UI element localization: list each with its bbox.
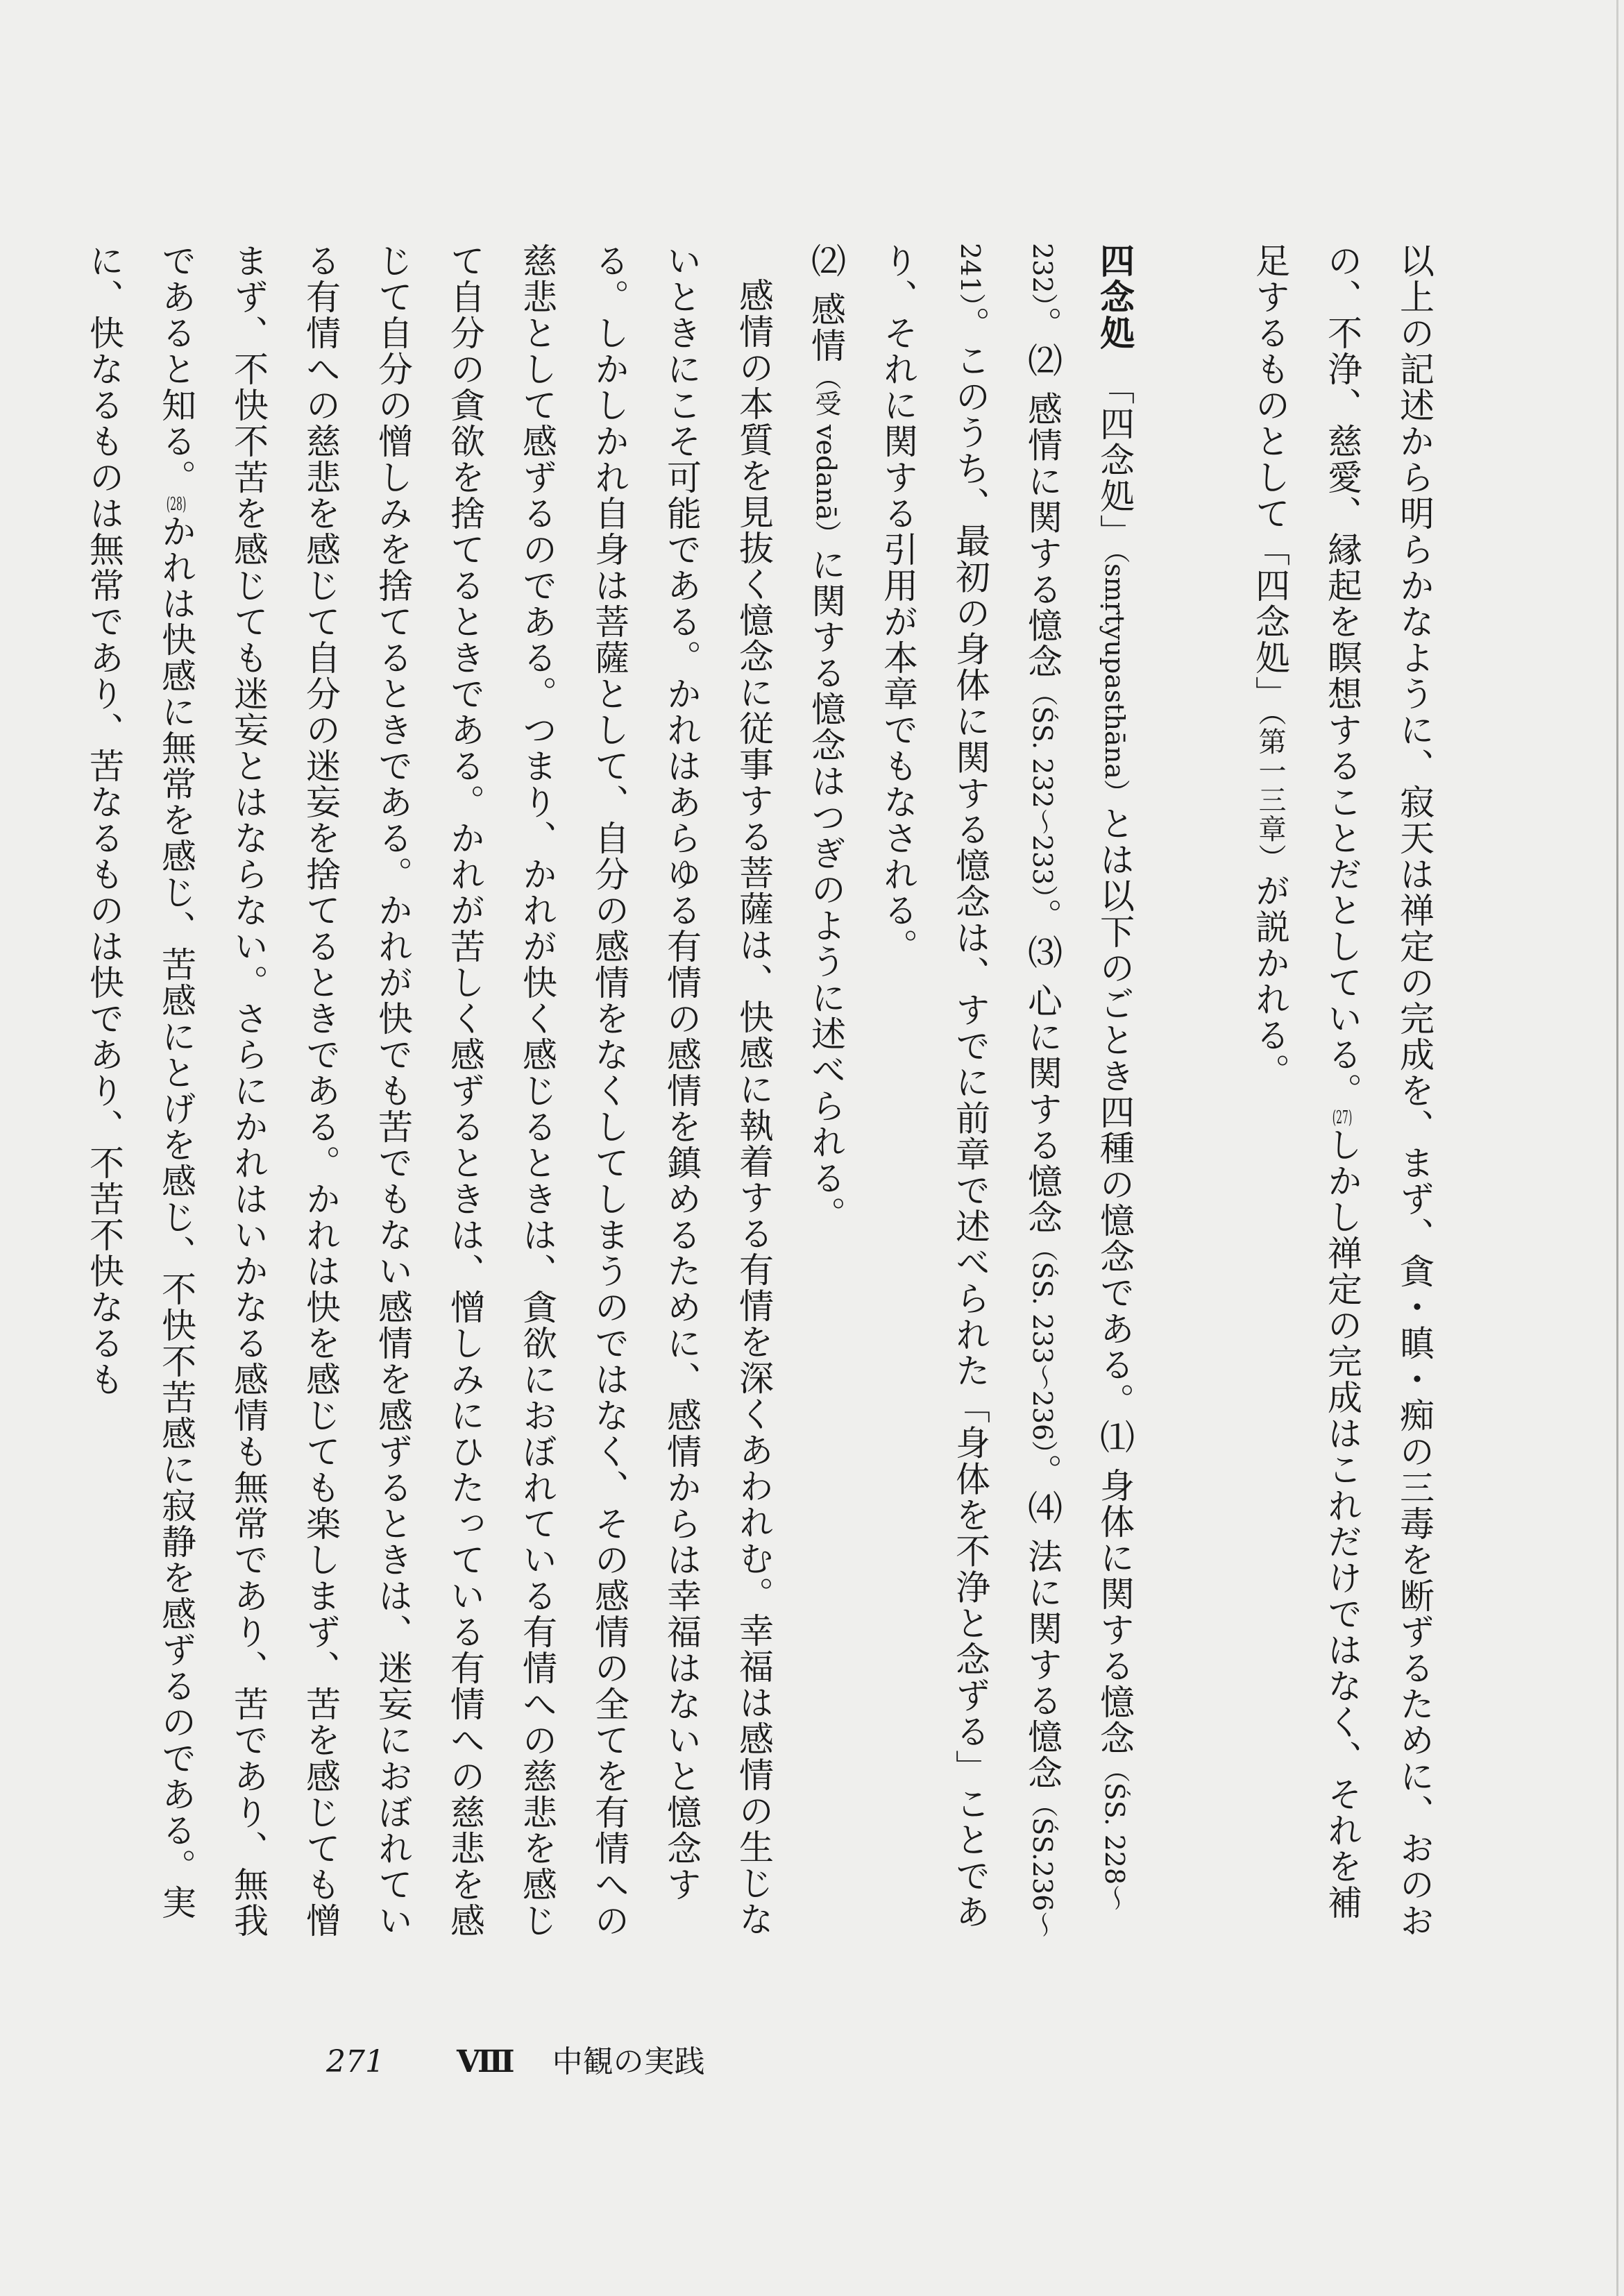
paragraph bbox=[790, 243, 862, 1950]
paragraph bbox=[1234, 243, 1450, 1950]
text-run: ⑵ 感情 bbox=[806, 243, 846, 364]
text-run: かれは快感に無常を感じ、苦感にとげを感じ、不快不苦感に寂静を感ずるのである。実に、快なるものは無常であり、苦なるものは快であり、不苦不快なるも bbox=[84, 243, 196, 1921]
text-run: に関する憶念はつぎのように述べられる。 bbox=[806, 547, 846, 1233]
section-heading: 四念処 bbox=[1094, 243, 1135, 351]
text-run: 「四念処」 bbox=[1094, 387, 1135, 550]
scan-edge-line bbox=[1616, 0, 1618, 2296]
text-run: が説かれる。 bbox=[1250, 873, 1290, 1089]
text-run: （第一三章） bbox=[1254, 712, 1286, 873]
text-run: 。⑶ 心に関する憶念 bbox=[1022, 898, 1063, 1236]
text-run: （ŚS. 228～232） bbox=[1027, 243, 1130, 1912]
text-run: （受 vedanā） bbox=[811, 363, 841, 547]
text-run: 以上の記述から明らかなように、寂天は禅定の完成を、まず、貪・瞋・痴の三毒を断ずるために、おのおの、不浄、慈愛、縁起を瞑想することだとしている。 bbox=[1322, 243, 1435, 1939]
text-run: 。⑵ 感情に関する憶念 bbox=[1022, 306, 1063, 680]
chapter-title: 中観の実践 bbox=[552, 2044, 705, 2080]
text-run: （ŚS. 233～236） bbox=[1027, 1235, 1058, 1454]
chapter-numeral: Ⅷ bbox=[456, 2044, 515, 2080]
text-run: （ŚS. 232～233） bbox=[1027, 679, 1058, 899]
text-run: 。⑷ 法に関する憶念 bbox=[1022, 1454, 1063, 1792]
paragraph bbox=[862, 243, 1151, 1950]
footnote-ref: (28) bbox=[166, 495, 187, 513]
paragraph bbox=[68, 243, 790, 1950]
text-run: とは以下のごとき四種の憶念である。⑴ 身体に関する憶念 bbox=[1094, 805, 1135, 1756]
text-run: 感情の本質を見抜く憶念に従事する菩薩は、快感に執着する有情を深くあわれむ。幸福は感情の生じないときにこそ可能である。かれはあらゆる有情の感情を鎮めるために、感情からは幸福はないと憶念する。しかしかれ自身は菩薩として、自分の感情をなくしてしまうのではなく、その感情の全てを有情への慈悲として感ずるのである。つまり、かれが快く感じるときは、貪欲におぼれている有情への慈悲を感じて自分の貪欲を捨てるときである。かれが苦しく感ずるときは、憎しみにひたっている有情への慈悲を感じて自分の憎しみを捨てるときである。かれが快でも苦でもない感情を感ずるときは、迷妄におぼれている有情への慈悲を感じて自分の迷妄を捨てるときである。かれは快を感じても楽しまず、苦を感じても憎まず、不快不苦を感じても迷妄とはならない。さらにかれはいかなる感情も無常であり、苦であり、無我であると知る。 bbox=[156, 243, 774, 1939]
text-run: （smṛtyupasthāna） bbox=[1099, 550, 1130, 806]
page-footer bbox=[326, 2036, 705, 2081]
page-body bbox=[84, 243, 1450, 1950]
footnote-ref: (27) bbox=[1332, 1109, 1353, 1127]
text-run: （ŚS.236～241） bbox=[955, 243, 1058, 1938]
text-run: 。このうち、最初の身体に関する憶念は、すでに前章で述べられた「身体を不浄と念ずる」ことであり、それに関する引用が本章でもなされる。 bbox=[878, 243, 990, 1930]
text-run: しかし禅定の完成はこれだけではなく、それを補足するものとして「四念処」 bbox=[1250, 243, 1362, 1921]
page-number: 271 bbox=[326, 2044, 384, 2080]
